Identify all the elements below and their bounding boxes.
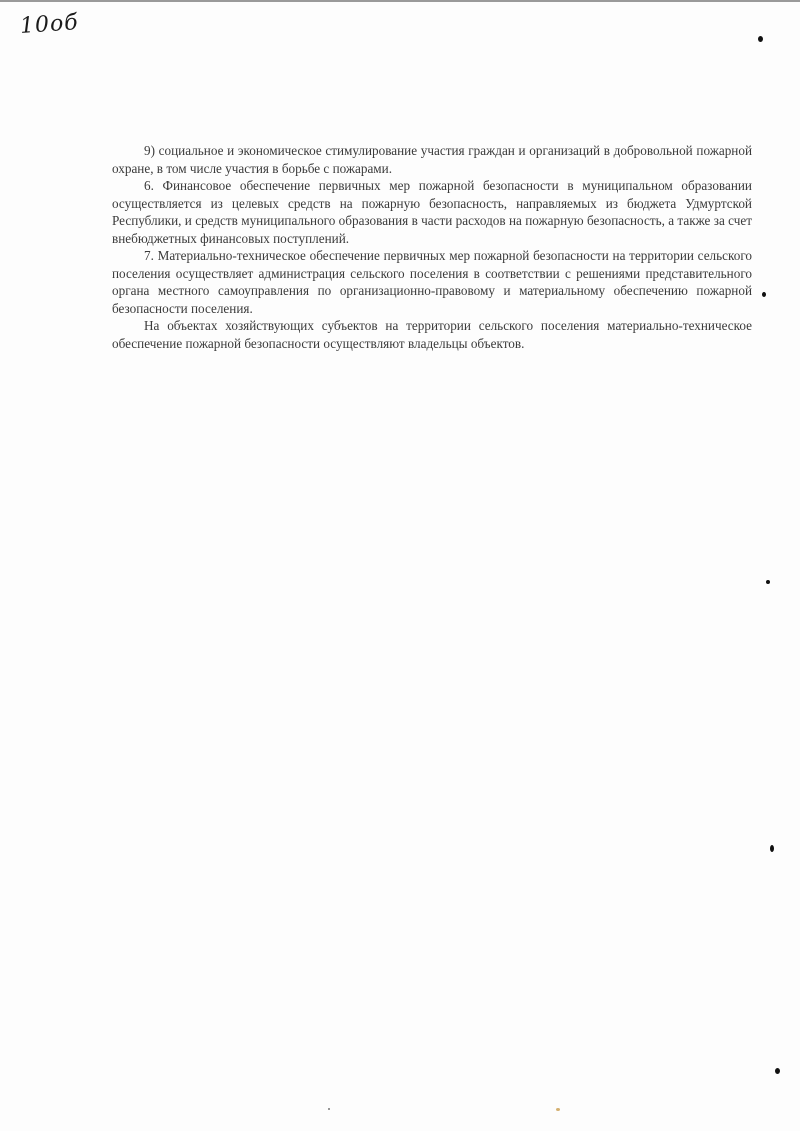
scan-speck [328, 1108, 330, 1110]
scan-speck [775, 1068, 780, 1074]
scan-speck [762, 292, 766, 297]
document-body [112, 142, 752, 352]
paragraph-owners: На объектах хозяйствующих субъектов на территории сельского поселения материально-техническое обеспечение пожарной безопасности осуществляют владельцы объектов. [112, 318, 752, 351]
paragraph-item-9: 9) социальное и экономическое стимулирование участия граждан и организаций в добровольной пожарной охране, в том числе участия в борьбе с пожарами. [112, 143, 752, 176]
scan-speck [766, 580, 770, 584]
paragraph-section-6: 6. Финансовое обеспечение первичных мер пожарной безопасности в муниципальном образовании осуществляется из целевых средств на пожарную безопасность, направляемых из бюджета Удмуртской Республики, и средств муниципального образования в части расходов на пожарную безопасность, а также за счет внебюджетных финансовых поступлений. [112, 178, 752, 246]
scan-top-edge [0, 0, 800, 2]
scan-speck [556, 1108, 560, 1111]
scan-speck [770, 845, 774, 852]
handwritten-page-number: 10об [19, 9, 80, 40]
paragraph-section-7: 7. Материально-техническое обеспечение первичных мер пожарной безопасности на территории сельского поселения осуществляет администрация сельского поселения в соответствии с решениями представительного органа местного самоуправления по организационно-правовому и материальному обеспечению пожарной безопасности поселения. [112, 248, 752, 316]
scan-speck [758, 36, 763, 42]
